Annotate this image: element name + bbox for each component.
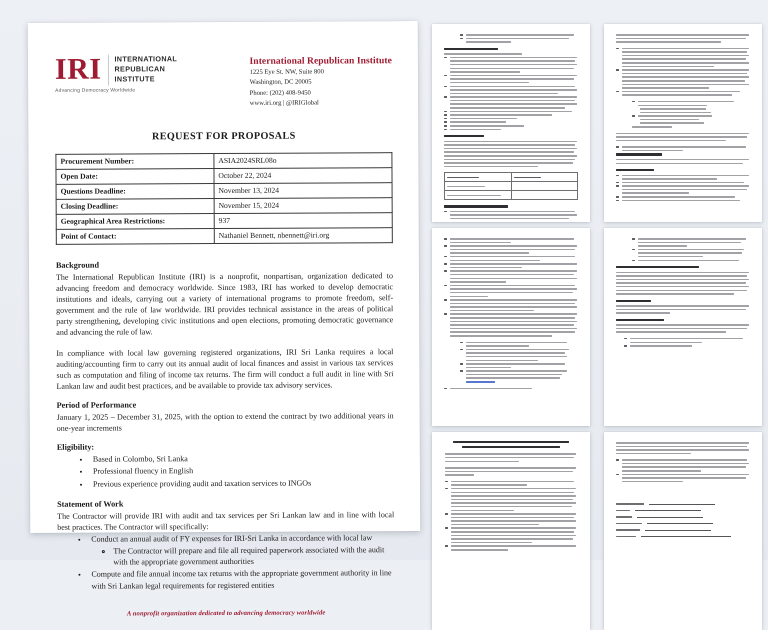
list-item: ◦ The Contractor will prepare and file all required paperwork associated with the audit with the appropriate government authorities (113, 544, 394, 568)
numbered-list (444, 57, 578, 130)
page-thumbnail-5[interactable] (604, 228, 762, 426)
row-value: November 15, 2024 (214, 198, 392, 214)
address-line-4: www.iri.org | @IRIGlobal (249, 99, 319, 107)
table-cell (511, 173, 578, 182)
numbered-list (616, 459, 750, 482)
text-block (460, 34, 578, 43)
statement-of-work-intro: The Contractor will provide IRI with audit and tax services per Sri Lankan law and in line with local best practices. The Contractor will specifically: (57, 509, 395, 532)
page-content (28, 21, 421, 628)
section-heading (444, 48, 498, 50)
signature-block (616, 503, 750, 537)
form-title (445, 441, 577, 448)
table-row (445, 191, 578, 200)
list-item (89, 532, 394, 568)
letterhead (55, 51, 392, 110)
row-label: Geographical Area Restrictions: (56, 214, 214, 230)
section-heading (444, 135, 484, 137)
row-value: November 13, 2024 (214, 183, 392, 199)
sub-list (632, 101, 750, 128)
thumbnail-content (432, 432, 590, 565)
list-item: • Compute and file annual income tax returns with the appropriate government authority in line with Sri Lankan legal requirements for registered entities (89, 567, 394, 592)
table-row (56, 213, 392, 230)
table-cell (445, 173, 512, 182)
statement-of-work-sublist (91, 544, 394, 568)
text-block (445, 453, 577, 462)
section-heading (616, 300, 651, 302)
table-row (56, 183, 392, 200)
date-field[interactable] (616, 523, 750, 525)
text-block (444, 141, 578, 168)
thumbnail-table (444, 172, 578, 200)
table-cell (445, 182, 512, 191)
page-thumbnail-7[interactable] (604, 432, 762, 630)
thumbnail-content (604, 228, 762, 362)
page-thumbnail-3[interactable] (604, 24, 762, 222)
thumbnail-content (604, 432, 762, 552)
iri-logo-mark: IRI (54, 52, 102, 86)
row-label: Questions Deadline: (56, 184, 214, 200)
background-heading: Background (55, 260, 100, 270)
hyperlink[interactable] (466, 381, 495, 383)
text-block (616, 305, 750, 314)
statement-of-work-heading: Statement of Work (57, 499, 124, 509)
section-heading (616, 266, 699, 268)
main-document-page[interactable] (28, 21, 420, 618)
title-field[interactable] (616, 516, 750, 518)
table-cell (511, 182, 578, 191)
text-line (444, 53, 522, 55)
page-title: REQUEST FOR PROPOSALS (151, 130, 296, 143)
row-label: Point of Contact: (56, 229, 214, 245)
table-row (445, 173, 578, 182)
text-block (616, 442, 750, 454)
row-label: Closing Deadline: (56, 199, 214, 215)
page-thumbnail-2[interactable] (432, 24, 590, 222)
name-field[interactable] (616, 510, 750, 512)
sub-list (460, 342, 578, 383)
row-value: Nathaniel Bennett, nbennett@iri.org (214, 228, 392, 244)
address-field[interactable] (616, 536, 750, 538)
list-item: • Professional fluency in English (91, 465, 394, 478)
period-of-performance-heading: Period of Performance (56, 400, 137, 410)
numbered-list (616, 175, 750, 202)
table-row (56, 228, 392, 245)
organization-name: International Republican Institute (249, 55, 392, 67)
table-cell (445, 191, 512, 200)
eligibility-heading: Eligibility: (56, 442, 95, 453)
logo-word-1: INTERNATIONAL (114, 54, 178, 64)
section-heading (616, 153, 662, 155)
page-thumbnail-grid (428, 0, 768, 560)
bullet-list (624, 338, 750, 347)
address-line-3: Phone: (202) 408-9450 (249, 89, 311, 97)
table-row (56, 153, 392, 170)
table-row (445, 182, 578, 191)
eligibility-list (57, 452, 394, 490)
row-label: Procurement Number: (56, 154, 214, 170)
logo-tagline: Advancing Democracy Worldwide (55, 88, 136, 94)
numbered-list (445, 481, 577, 551)
section-heading (444, 205, 508, 207)
background-paragraph-2: In compliance with local law governing registered organizations, IRI Sri Lanka requires a local auditing/accounting firm to carry out its annual audit of local finances and assist in various tax services such as computation and filing of income tax returns. The firm will conduct a full audit in line with Sri Lankan law and audit best practices, and be available to provide tax advisory services. (56, 346, 394, 391)
page-thumbnail-4[interactable] (432, 228, 590, 426)
text-block (616, 133, 750, 142)
text-block (616, 324, 750, 333)
row-value: 937 (214, 213, 392, 229)
thumbnail-content (604, 24, 762, 216)
logo-word-2: REPUBLICAN (114, 64, 166, 74)
list-item: • Previous experience providing audit and taxation services to INGOs (91, 477, 394, 490)
row-value: ASIA2024SRL08o (214, 153, 392, 169)
table-row (56, 168, 392, 185)
procurement-info-table (55, 152, 392, 244)
entity-name-field[interactable] (616, 529, 750, 531)
numbered-list (616, 48, 750, 96)
signature-field[interactable] (616, 503, 750, 505)
thumbnail-content (432, 24, 590, 232)
address-line-2: Washington, DC 20005 (249, 78, 312, 87)
numbered-list (444, 238, 578, 337)
iri-logo (55, 52, 177, 93)
text-block (445, 467, 577, 476)
background-paragraph-1: The International Republican Institute (IRI) is a nonprofit, nonpartisan, organization dedicated to advancing freedom and democracy worldwide. Since 1983, IRI has worked to develop democratic institutions and ideals, carrying out a variety of international programs to promote freedom, self-government and the rule of law worldwide. IRI provides technical assistance in the areas of political party strengthening, developing civic institutions and open elections, promoting democratic governance and advancing the rule of law. (55, 271, 394, 338)
address-line-1: 1225 Eye St. NW, Suite 800 (249, 68, 324, 76)
bullet-list (632, 238, 750, 261)
text-block (616, 272, 750, 295)
table-cell (511, 191, 578, 200)
logo-word-3: INSTITUTE (114, 74, 155, 84)
section-heading (616, 319, 664, 321)
list-item: • Based in Colombo, Sri Lanka (91, 452, 394, 465)
sow-item-1-text: Conduct an annual audit of FY expenses for IRI-Sri Lanka in accordance with local law (91, 533, 373, 544)
row-label: Open Date: (56, 169, 214, 185)
period-of-performance-text: January 1, 2025 – December 31, 2025, with the option to extend the contract by two additional years in one-year increments (56, 411, 394, 433)
section-heading (616, 169, 654, 171)
page-thumbnail-6[interactable] (432, 432, 590, 630)
text-block (616, 159, 750, 164)
thumbnail-content (432, 228, 590, 457)
text-block (616, 34, 750, 43)
table-row (56, 198, 392, 215)
row-value: October 22, 2024 (214, 168, 392, 184)
footer-tagline: A nonprofit organization dedicated to advancing democracy worldwide (126, 609, 326, 618)
letterhead-address (249, 51, 392, 109)
statement-of-work-list (57, 532, 394, 592)
